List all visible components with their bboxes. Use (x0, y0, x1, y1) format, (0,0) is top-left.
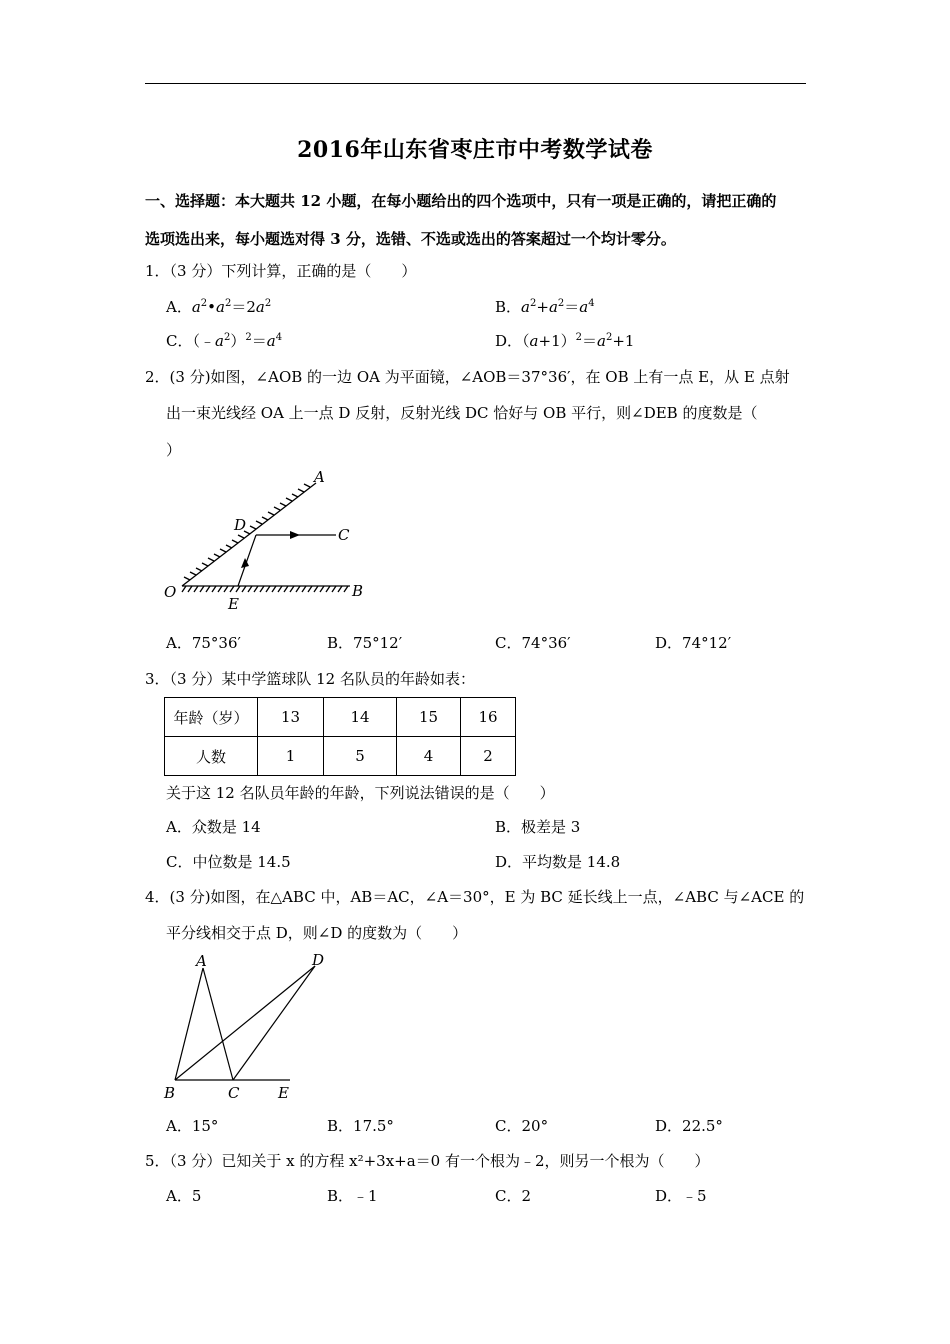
q2-option-a: A．75°36′ (166, 634, 241, 652)
label-e: E (278, 1084, 289, 1102)
q4-option-b: B．17.5° (327, 1117, 394, 1135)
q1-stem: 1．（3 分）下列计算，正确的是（ ） (145, 262, 417, 280)
label-a: A (314, 468, 325, 486)
q5-option-c: C．2 (495, 1187, 532, 1205)
q4-line1: 4．(3 分)如图，在△ABC 中，AB＝AC，∠A＝30°，E 为 BC 延长线上一点，∠ABC 与∠ACE 的 (145, 888, 805, 906)
q3-option-a: A．众数是 14 (166, 818, 261, 836)
header-rule (145, 83, 806, 84)
q3-option-d: D．平均数是 14.8 (495, 853, 621, 871)
q2-mirror-figure (160, 466, 380, 616)
segment-ac (203, 968, 233, 1080)
label-b: B (164, 1084, 176, 1102)
row-header-age: 年龄（岁） (165, 698, 258, 737)
q1-option-d: D．$(a+1)^2=a^2+1$ (495, 332, 635, 350)
label-o: O (164, 583, 177, 601)
age-cell: 15 (397, 698, 461, 737)
q5-option-d: D．﹣5 (655, 1187, 707, 1205)
age-cell: 14 (324, 698, 397, 737)
section-instruction-line1: 一、选择题：本大题共 12 小题，在每小题给出的四个选项中，只有一项是正确的，请把正确的 (145, 192, 777, 210)
label-c: C (338, 526, 350, 544)
q1-option-a: A．$a^2•a^2=2a^2$ (166, 298, 272, 316)
page-title: 2016年山东省枣庄市中考数学试卷 (297, 137, 653, 163)
q2-line1: 2．(3 分)如图，∠AOB 的一边 OA 为平面镜，∠AOB＝37°36′，在 OB 上有一点 E，从 E 点射 (145, 368, 790, 386)
count-cell: 4 (397, 737, 461, 776)
q4-option-a: A．15° (166, 1117, 219, 1135)
q2-line2: 出一束光线经 OA 上一点 D 反射，反射光线 DC 恰好与 OB 平行，则∠DEB 的度数是（ (166, 404, 758, 422)
q3-option-c: C．中位数是 14.5 (166, 853, 291, 871)
q2-line3: ） (166, 441, 182, 459)
q3-option-b: B．极差是 3 (495, 818, 581, 836)
q1-option-c: C．$(﹣a^2)^2=a^4$ (166, 332, 283, 350)
count-cell: 5 (324, 737, 397, 776)
label-b: B (352, 582, 364, 600)
mirror-ob-hatch (182, 586, 350, 592)
q2-option-d: D．74°12′ (655, 634, 732, 652)
label-d: D (234, 516, 247, 534)
count-cell: 2 (461, 737, 516, 776)
q3-stem: 3．（3 分）某中学篮球队 12 名队员的年龄如表： (145, 670, 475, 688)
label-e: E (228, 595, 239, 613)
table-row (165, 698, 516, 737)
label-c: C (228, 1084, 240, 1102)
row-header-count: 人数 (165, 737, 258, 776)
count-cell: 1 (258, 737, 324, 776)
q4-option-c: C．20° (495, 1117, 549, 1135)
segment-ab (175, 968, 203, 1080)
section-instruction-line2: 选项选出来，每小题选对得 3 分，选错、不选或选出的答案超过一个均计零分。 (145, 230, 676, 248)
q2-option-b: B．75°12′ (327, 634, 403, 652)
q4-option-d: D．22.5° (655, 1117, 723, 1135)
q5-option-a: A．5 (166, 1187, 202, 1205)
q5-stem: 5．（3 分）已知关于 x 的方程 x²+3x+a＝0 有一个根为﹣2，则另一个根为（ ） (145, 1152, 710, 1170)
q4-line2: 平分线相交于点 D，则∠D 的度数为（ ） (166, 924, 468, 942)
q5-option-b: B．﹣1 (327, 1187, 378, 1205)
ray-dc-arrow (290, 531, 300, 539)
age-table (164, 697, 516, 776)
label-a: A (196, 952, 207, 970)
table-row (165, 737, 516, 776)
q4-triangle-figure (160, 950, 340, 1105)
age-cell: 16 (461, 698, 516, 737)
label-d: D (312, 951, 325, 969)
q2-option-c: C．74°36′ (495, 634, 571, 652)
ray-ed (238, 535, 256, 586)
q3-follow: 关于这 12 名队员年龄的年龄，下列说法错误的是（ ） (166, 784, 555, 802)
age-cell: 13 (258, 698, 324, 737)
q1-option-b: B．$a^2+a^2=a^4$ (495, 298, 595, 316)
